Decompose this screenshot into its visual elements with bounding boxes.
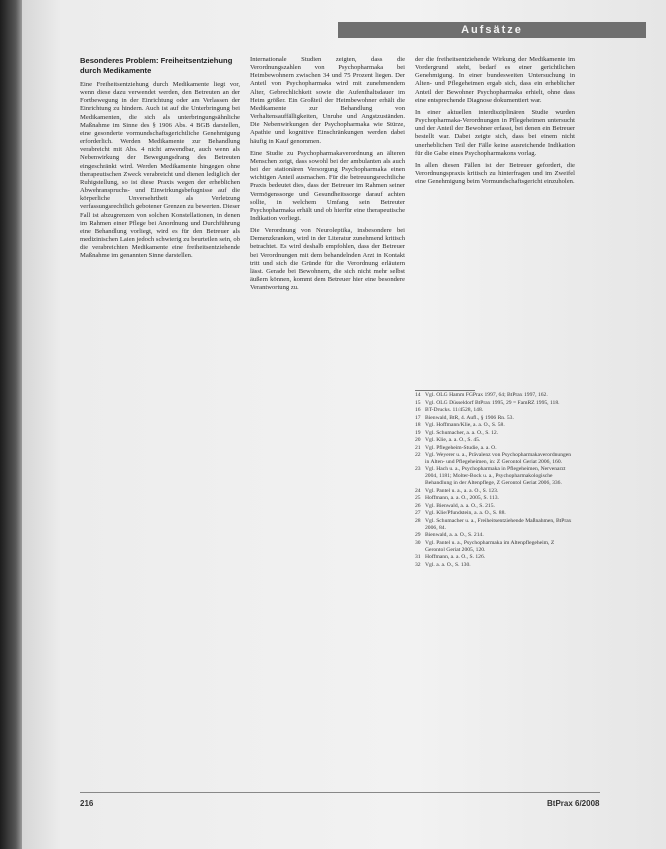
- footnote: [415, 422, 575, 429]
- footnote: [415, 445, 575, 452]
- journal-issue: BtPrax 6/2008: [547, 799, 600, 808]
- footnote-number: 26: [415, 502, 421, 509]
- footnote: [415, 430, 575, 437]
- footnote-number: 23: [415, 466, 421, 473]
- text-column-3: [415, 56, 575, 386]
- footnote: [415, 518, 575, 532]
- footnote-text: Hoffmann, a. a. O., S. 126.: [425, 554, 486, 561]
- body-paragraph: Die Verordnung von Neuroleptika, insbesondere bei Demenzkranken, wird in der Literatur zunehmend kritisch betrachtet. Es wird deshalb empfohlen, dass der Betreuer bei Verordnungen mit dem behandelnden Arzt in Kontakt tritt und sich die Gründe für die Verordnung erläutern lässt. Gerade bei Bewohnern, die sich nicht mehr selbst äußern können, kommt dem Betreuer hier eine besondere Verantwortung zu.: [250, 227, 405, 292]
- body-paragraph: Internationale Studien zeigten, dass die Verordnungszahlen von Psychopharmaka bei Heimbewohnern zwischen 34 und 75 Prozent liegen. Der Anteil von Psychopharmaka wird mit zunehmendem Alter, Gebrechlichkeit sowie die Aufenthaltsdauer im Heim größer. Ein Großteil der Heimbewohner erhält die Medikamente zur Behandlung von Verhaltensauffälligkeiten, Unruhe und Angstzuständen. Die Nebenwirkungen der Psychopharmaka wie Stürze, Apathie und kognitive Einschränkungen werden dabei häufig in Kauf genommen.: [250, 56, 405, 145]
- footnote-number: 25: [415, 495, 421, 502]
- footnote-number: 29: [415, 532, 421, 539]
- body-paragraph: der die freiheitsentziehende Wirkung der Medikamente im Vordergrund steht, bedarf es einer gerichtlichen Genehmigung. In einer bundesweiten Untersuchung in Alten- und Pflegeheimen ergab sich, dass ein erheblicher Anteil der Bewohner Psychopharmaka erhielt, ohne dass eine entsprechende Diagnose dokumentiert war.: [415, 56, 575, 104]
- footnote: [415, 437, 575, 444]
- footnote-number: 17: [415, 414, 421, 421]
- footnote-number: 32: [415, 561, 421, 568]
- footnote-text: Vgl. Pantel u. a., a. a. O., S. 123.: [425, 487, 499, 494]
- footnote: [415, 415, 575, 422]
- footnote: [415, 562, 575, 569]
- footnote-text: Vgl. Weyerer u. a., Prävalenz von Psychopharmakaverordnungen in Alten- und Pflegeheimen, in: Z Gerontol Geriat 2006, 160.: [425, 452, 572, 465]
- footnote-number: 30: [415, 539, 421, 546]
- footnote-text: Vgl. Pantel u. a., Psychopharmaka im Altenpflegeheim, Z Gerontol Geriat 2005, 120.: [425, 539, 555, 553]
- footnote-number: 19: [415, 429, 421, 436]
- footnote: [415, 532, 575, 539]
- footnote: [415, 452, 575, 466]
- body-paragraph: Eine Studie zu Psychopharmakaverordnung an älteren Menschen zeigt, dass sowohl bei der ambulanten als auch bei der stationären Versorgung Psychopharmaka einen wichtigen Anteil ausmachen. Für die betreuungsrechtliche Praxis bedeutet dies, dass der Betreuer im Rahmen seiner Vermögenssorge und Gesundheitssorge darauf achten sollte, in welchem Umfang sein Betreuter Psychopharmaka erhält und ob hierfür eine therapeutische Indikation vorliegt.: [250, 149, 405, 222]
- footnote-number: 24: [415, 487, 421, 494]
- footnote-text: Vgl. Klie/Pfundstein, a. a. O., S. 88.: [425, 510, 506, 517]
- footnote: [415, 392, 575, 399]
- footer-rule: [80, 792, 600, 793]
- section-header: Aufsätze: [338, 22, 646, 38]
- footnote-number: 15: [415, 399, 421, 406]
- footnote: [415, 554, 575, 561]
- footnote-number: 21: [415, 444, 421, 451]
- footnote: [415, 540, 575, 554]
- footnote-text: Bienwald, a. a. O., S. 214.: [425, 532, 484, 539]
- section-heading: Besonderes Problem: Freiheitsentziehung durch Medikamente: [80, 56, 233, 75]
- footnote-text: Bienwald, BtR, 4. Aufl., § 1906 Rn. 53.: [425, 414, 514, 421]
- page-number: 216: [80, 799, 94, 808]
- body-paragraph: Eine Freiheitsentziehung durch Medikamente liegt vor, wenn diese dazu verwendet werden, den Betreuten an der Fortbewegung in der Einrichtung oder am Verlassen der Einrichtung zu hindern. Auch ist auf die Unterbringung bei Medikamenten, die sich als unterbringungsähnliche Maßnahme im Sinne des § 1906 Abs. 4 BGB darstellen, eine gesonderte vormundschaftsgerichtliche Genehmigung erforderlich. Werden Medikamente zur Behandlung verabreicht mit Abs. 4 nicht anwendbar, auch wenn als Nebenwirkung der Bewegungsdrang des Betreuten eingeschränkt wird. Werden Medikamente hingegen ohne therapeutischen Zweck verabreicht und dienen lediglich der Ruhigstellung, so ist diese Praxis wegen der erheblichen Abwehranspruchs- und Einwirkungsbefugnisse auf die körperliche Unversehrtheit als Verletzung verfassungsrechtlich gebotener Grenzen zu bewerten. Dieser Fall ist abzugrenzen von solchen Konstellationen, in denen im Rahmen einer Pflege bei Anordnung und Durchführung eine Behandlung vorliegt, wird es für den Betreuer als medizinischen Laien jedoch schwierig zu beurteilen sein, ob die verabreichten Medikamente eine freiheitsentziehende Maßnahme im genannten Sinne darstellen.: [80, 81, 240, 260]
- footnote-separator: [415, 390, 475, 391]
- footnote-number: 16: [415, 407, 421, 413]
- footnote-number: 31: [415, 554, 421, 561]
- footnote: [415, 495, 575, 502]
- footnote-number: 20: [415, 437, 421, 443]
- footnote-text: Vgl. Hoffmann/Klie, a. a. O., S. 58.: [425, 422, 505, 428]
- footnote: [415, 510, 575, 517]
- text-column-2: [250, 56, 405, 778]
- footnote: [415, 407, 575, 414]
- footnote-text: Vgl. Bienwald, a. a. O., S. 215.: [425, 502, 495, 509]
- book-gutter-shadow: [0, 0, 22, 849]
- footnotes: [415, 392, 575, 752]
- body-paragraph: In allen diesen Fällen ist der Betreuer gefordert, die Verordnungspraxis kritisch zu hinterfragen und im Zweifel eine Genehmigung beim Vormundschaftsgericht einzuholen.: [415, 161, 575, 186]
- footnote-text: BT-Drucks. 11/4528, 148.: [425, 407, 484, 413]
- footnote-text: Vgl. Schumacher, a. a. O., S. 12.: [425, 429, 499, 436]
- footnote: [415, 503, 575, 510]
- footnote-text: Vgl. Hach u. a., Psychopharmaka in Pflegeheimen, Nervenarzt 2004, 1181; Molter-Bock u. a., Psychopharmakologische Behandlung in der Altenpflege, Z Gerontol Geriat 2006, 336.: [425, 466, 566, 487]
- footnote-text: Vgl. Klie, a. a. O., S. 45.: [425, 437, 481, 443]
- footnote-text: Vgl. OLG Hamm FGPrax 1997, 64; BtPrax 1997, 162.: [425, 392, 548, 398]
- footnote-text: Vgl. Pflegeheim-Studie, a. a. O.: [425, 444, 497, 451]
- footnote: [415, 400, 575, 407]
- body-paragraph: In einer aktuellen interdisziplinären Studie wurden Psychopharmaka-Verordnungen in Pflegeheimen untersucht und der Anteil der Bewohner erfasst, bei denen ein Betreuer bestellt war. Dabei zeigte sich, dass bei einem nicht unerheblichen Teil der Fälle keine ausreichende Indikation für die Gabe eines Psychopharmakons vorlag.: [415, 108, 575, 157]
- footnote-text: Hoffmann, a. a. O., 2005, S. 113.: [425, 495, 499, 502]
- footnote-number: 28: [415, 517, 421, 524]
- footnote-text: Vgl. a. a. O., S. 130.: [425, 561, 471, 568]
- footnote: [415, 466, 575, 487]
- footnote-text: Vgl. Schumacher u. a., Freiheitsentziehende Maßnahmen, BtPrax 2006, 84.: [425, 517, 572, 531]
- footnote: [415, 488, 575, 495]
- footnote-number: 18: [415, 422, 421, 428]
- footnote-number: 27: [415, 510, 421, 517]
- footnote-number: 14: [415, 392, 421, 398]
- footnote-number: 22: [415, 452, 421, 458]
- text-column-1: [80, 56, 240, 756]
- footnote-text: Vgl. OLG Düsseldorf BtPrax 1995, 29 = FamRZ 1995, 118.: [425, 399, 560, 406]
